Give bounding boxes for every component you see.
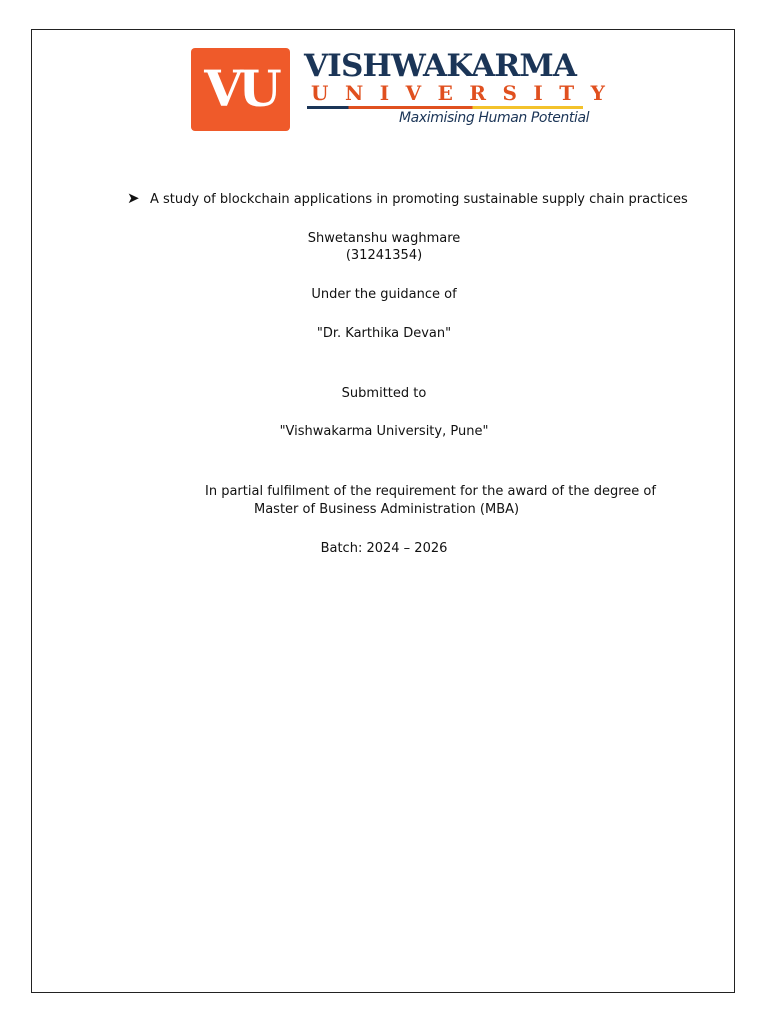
arrow-bullet-icon: ➤ <box>127 189 140 207</box>
institution-name: "Vishwakarma University, Pune" <box>279 424 489 439</box>
logo-university-subtitle: UNIVERSITY <box>311 81 622 105</box>
logo-emblem <box>191 48 290 131</box>
logo-tagline: Maximising Human Potential <box>399 110 590 126</box>
university-logo <box>191 47 622 133</box>
degree-name: Master of Business Administration (MBA) <box>254 502 520 517</box>
logo-initials: VU <box>204 59 277 118</box>
student-name: Shwetanshu waghmare <box>307 231 461 246</box>
guidance-label: Under the guidance of <box>311 287 457 302</box>
guide-name: "Dr. Karthika Devan" <box>316 326 452 341</box>
fulfilment-line-1: In partial fulfilment of the requirement for the award of the degree of <box>205 484 656 499</box>
submitted-label: Submitted to <box>341 386 427 401</box>
batch-years: Batch: 2024 – 2026 <box>320 541 448 556</box>
project-title: A study of blockchain applications in promoting sustainable supply chain practices <box>150 192 688 207</box>
student-id: (31241354) <box>345 248 423 263</box>
logo-university-name: VISHWAKARMA <box>304 48 577 84</box>
